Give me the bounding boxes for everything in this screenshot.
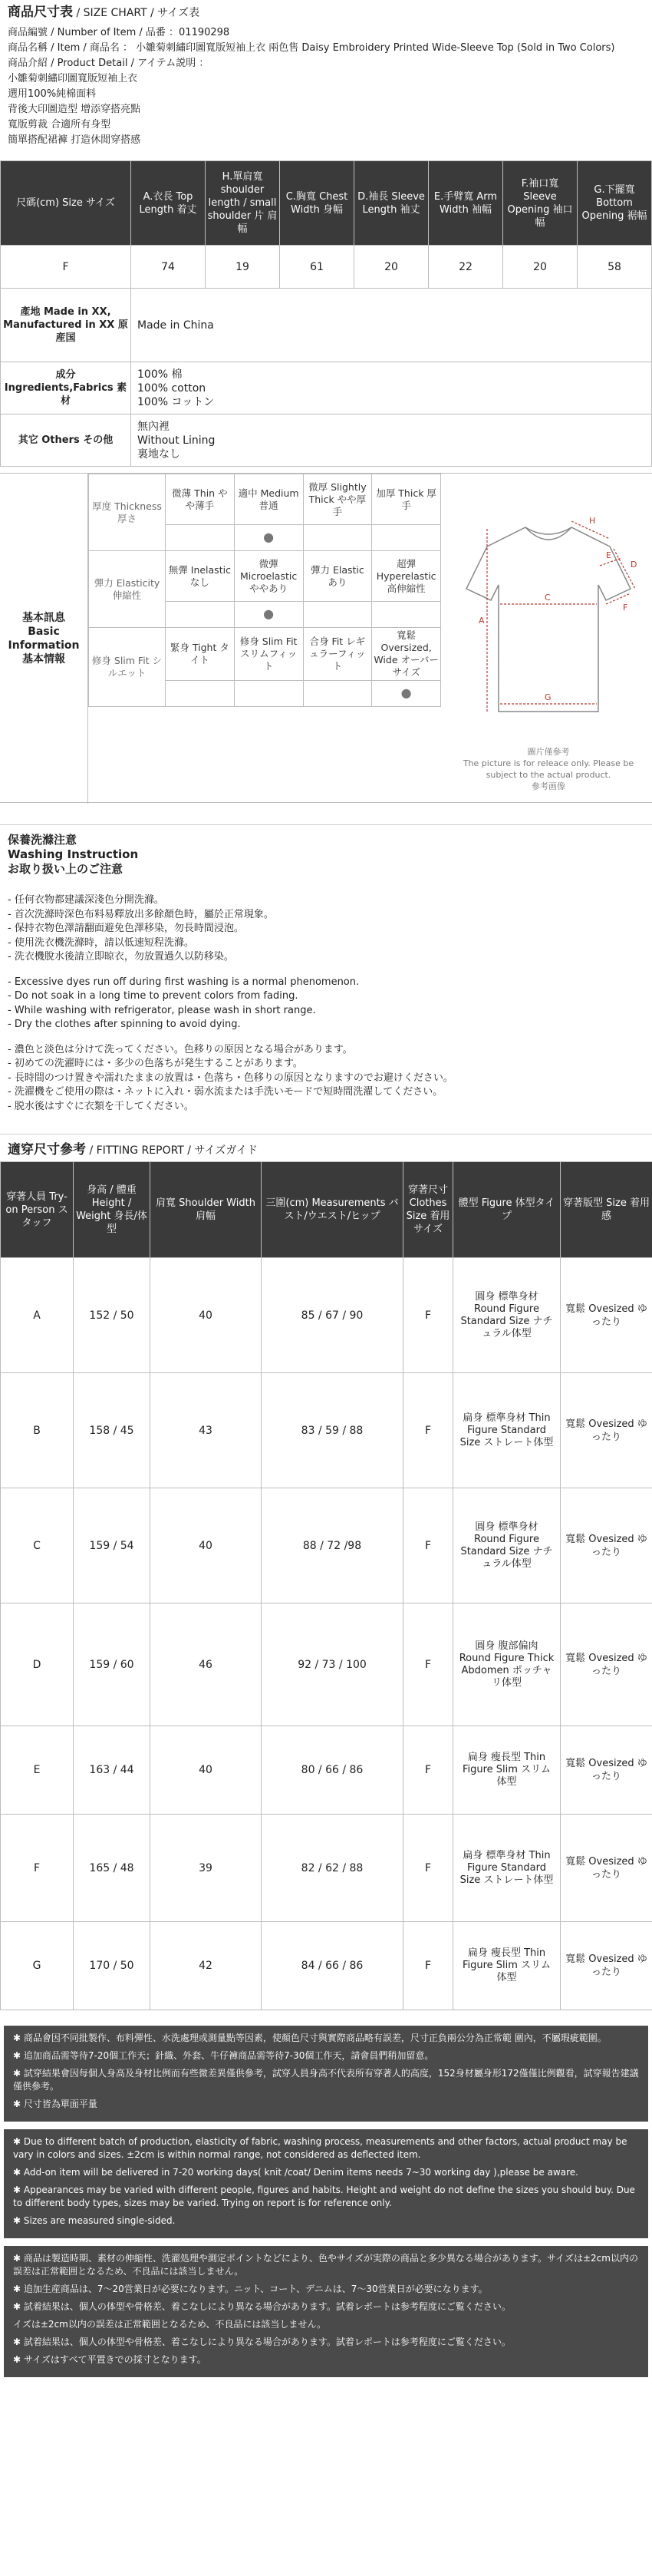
fitting-figure-cell: 扁身 瘦長型 Thin Figure Slim スリム体型 xyxy=(453,1922,561,2010)
fitting-figure-cell: 圓身 標準身材 Round Figure Standard Size ナチュラル体型 xyxy=(453,1488,561,1603)
product-detail-line: 選用100%純棉面料 xyxy=(8,88,97,100)
fitting-figure-cell: 圓身 腹部偏肉 Round Figure Thick Abdomen ポッチャリ体型 xyxy=(453,1603,561,1726)
thickness-option: 微薄 Thin やや薄手 xyxy=(166,474,235,525)
fitting-row xyxy=(1,1373,652,1488)
fitting-fit-cell: 寬鬆 Ovesized ゆったり xyxy=(561,1922,652,2010)
washing-line: - Do not soak in a long time to prevent colors from fading. xyxy=(8,990,298,1002)
size-cell: 61 xyxy=(280,246,354,289)
note-line: ✱ 追加生産商品は、7～20営業日が必要になります。ニット、コート、デニムは、7～30営業日が必要になります。 xyxy=(13,2284,488,2294)
header-shoulder-width: 肩寬 Shoulder Width 肩幅 xyxy=(150,1162,262,1258)
diagram-letter-d: D xyxy=(631,560,637,570)
material-label: 其它 Others その他 xyxy=(1,414,131,467)
mark-cell xyxy=(303,602,372,628)
size-cell: 20 xyxy=(354,246,429,289)
fitting-cell: F xyxy=(403,1726,453,1815)
fitting-cell: 84 / 66 / 86 xyxy=(262,1922,403,2010)
fitting-row xyxy=(1,1815,652,1922)
fitting-fit-cell: 寬鬆 Ovesized ゆったり xyxy=(561,1258,652,1373)
washing-line: - 濃色と淡色は分けて洗ってください。色移りの原因となる場合があります。 xyxy=(8,1043,353,1055)
fitting-cell: D xyxy=(1,1603,74,1726)
fitting-cell: 85 / 67 / 90 xyxy=(262,1258,403,1373)
elasticity-option: 無彈 Inelastic なし xyxy=(166,551,235,602)
fitting-row xyxy=(1,1488,652,1603)
fitting-cell: 43 xyxy=(150,1373,262,1488)
product-detail-line: 小雛菊刺繡印圖寬版短袖上衣 xyxy=(8,73,138,84)
fitting-cell: 163 / 44 xyxy=(74,1726,150,1815)
thickness-row xyxy=(89,474,441,525)
thickness-option: 微厚 Slightly Thick やや厚手 xyxy=(303,474,372,525)
washing-instruction xyxy=(0,824,652,1129)
washing-en xyxy=(8,976,644,1032)
fit-key: 修身 Slim Fit シルエット xyxy=(89,628,166,707)
fitting-cell: 80 / 66 / 86 xyxy=(262,1726,403,1815)
fitting-cell: F xyxy=(1,1815,74,1922)
product-detail-label: 商品介紹 / Product Detail / アイテム説明 ： xyxy=(8,58,209,69)
washing-line: - While washing with refrigerator, please wash in short range. xyxy=(8,1004,316,1016)
basic-info-label-zh: 基本訊息 xyxy=(22,612,65,624)
diagram-note-en: The picture is for releace only. Please be subject to the actual product. xyxy=(463,758,634,780)
fitting-table xyxy=(0,1161,652,2010)
fitting-cell: 159 / 54 xyxy=(74,1488,150,1603)
material-value: 100% 棉 100% cotton 100% コットン xyxy=(131,362,652,414)
fitting-fit-cell: 寬鬆 Ovesized ゆったり xyxy=(561,1603,652,1726)
fitting-cell: A xyxy=(1,1258,74,1373)
fitting-cell: 170 / 50 xyxy=(74,1922,150,2010)
size-chart-title-main: 商品尺寸表 xyxy=(8,5,73,20)
mark-cell-selected xyxy=(234,525,303,551)
fitting-cell: F xyxy=(403,1922,453,2010)
basic-info-label xyxy=(0,474,88,804)
size-cell: 22 xyxy=(429,246,503,289)
fitting-figure-cell: 扁身 標準身材 Thin Figure Standard Size ストレート体型 xyxy=(453,1373,561,1488)
fit-row xyxy=(89,628,441,681)
fitting-cell: 165 / 48 xyxy=(74,1815,150,1922)
size-chart-header-row xyxy=(1,161,652,246)
fitting-cell: 40 xyxy=(150,1726,262,1815)
fitting-row xyxy=(1,1726,652,1815)
header-person: 穿著人員 Try-on Person スタッフ xyxy=(1,1162,74,1258)
fitting-cell: 82 / 62 / 88 xyxy=(262,1815,403,1922)
note-line: ✱ Add-on item will be delivered in 7-20 working days( knit /coat/ Denim items needs 7~30 working day ),please be aware. xyxy=(13,2167,578,2178)
notes-zh xyxy=(4,2026,648,2122)
header-size: 尺碼(cm) Size サイズ xyxy=(1,161,131,246)
diagram-letter-g: G xyxy=(545,692,552,702)
washing-line: - 初めての洗濯時には・多少の色落ちが発生することがあります。 xyxy=(8,1058,303,1069)
fit-option: 合身 Fit レギュラーフィット xyxy=(303,628,372,681)
basic-info-label-en: Basic Information xyxy=(8,626,80,652)
fitting-cell: E xyxy=(1,1726,74,1815)
diagram-note-zh: 圖片僅參考 xyxy=(527,747,570,757)
product-detail-line: 簡單搭配裙褲 打造休閒穿搭感 xyxy=(8,134,141,146)
elasticity-key: 彈力 Elasticity 伸縮性 xyxy=(89,551,166,628)
product-number: 商品編號 / Number of Item / 品番 ：01190298 xyxy=(8,27,230,38)
product-name: 商品名稱 / Item / 商品名 ： 小雛菊刺繡印圖寬版短袖上衣 兩色售 Daisy Embroidery Printed Wide-Sleeve Top (Sold in Two Colors) xyxy=(8,42,615,54)
fitting-header-row xyxy=(1,1162,652,1258)
fitting-cell: 88 / 72 /98 xyxy=(262,1488,403,1603)
fitting-row xyxy=(1,1922,652,2010)
material-row-fabric xyxy=(1,362,652,414)
mark-cell xyxy=(303,525,372,551)
header-height-weight: 身高 / 體重 Height / Weight 身長/体型 xyxy=(74,1162,150,1258)
note-line: ✱ 商品は製造時期、素材の伸縮性、洗濯処理や測定ポイントなどにより、色やサイズが実際の商品と多少異なる場合があります。サイズは±2cm以内の誤差は正常範囲となるため、不良品には該当しません。 xyxy=(13,2253,638,2277)
fitting-cell: 92 / 73 / 100 xyxy=(262,1603,403,1726)
mark-cell xyxy=(234,681,303,707)
thickness-option: 加厚 Thick 厚手 xyxy=(372,474,441,525)
note-line: ✱ 試着結果は、個人の体型や骨格差、着こなしにより異なる場合があります。試着レポートは参考程度にご覧ください。 xyxy=(13,2337,511,2347)
diagram-letter-c: C xyxy=(545,593,551,603)
elasticity-option: 彈力 Elastic あり xyxy=(303,551,372,602)
header-top-length: A.衣長 Top Length 着丈 xyxy=(131,161,206,246)
fitting-cell: F xyxy=(403,1815,453,1922)
material-row-others xyxy=(1,414,652,467)
fitting-title-main: 適穿尺寸參考 xyxy=(8,1142,86,1158)
mark-cell xyxy=(166,602,235,628)
fitting-figure-cell: 扁身 標準身材 Thin Figure Standard Size ストレート体型 xyxy=(453,1815,561,1922)
fitting-cell: F xyxy=(403,1603,453,1726)
material-value: Made in China xyxy=(131,289,652,362)
fitting-cell: 40 xyxy=(150,1258,262,1373)
note-line: イズは±2cm以内の誤差は正常範囲となるため、不良品には該当しません。 xyxy=(13,2319,327,2330)
washing-title-en: Washing Instruction xyxy=(8,847,139,861)
material-label: 產地 Made in XX, Manufactured in XX 原産国 xyxy=(1,289,131,362)
washing-line: - 任何衣物都建議深淺色分開洗滌。 xyxy=(8,894,164,906)
header-chest: C.胸寬 Chest Width 身幅 xyxy=(280,161,354,246)
fitting-cell: F xyxy=(403,1488,453,1603)
mark-cell-selected xyxy=(372,681,441,707)
fitting-cell: 159 / 60 xyxy=(74,1603,150,1726)
header-arm-width: E.手臂寬 Arm Width 袖幅 xyxy=(429,161,503,246)
fitting-title-sub: / FITTING REPORT / サイズガイド xyxy=(86,1144,258,1157)
fitting-cell: 40 xyxy=(150,1488,262,1603)
fitting-cell: 83 / 59 / 88 xyxy=(262,1373,403,1488)
fitting-cell: 46 xyxy=(150,1603,262,1726)
fitting-cell: 42 xyxy=(150,1922,262,2010)
notes-jp xyxy=(4,2246,648,2377)
header-measurements: 三圍(cm) Measurements バスト/ウエスト/ヒップ xyxy=(262,1162,403,1258)
fitting-fit-cell: 寬鬆 Ovesized ゆったり xyxy=(561,1726,652,1815)
selected-dot-icon: ● xyxy=(263,530,275,544)
selected-dot-icon: ● xyxy=(400,685,412,700)
note-line: ✱ Sizes are measured single-sided. xyxy=(13,2215,176,2226)
header-sleeve-opening: F.袖口寬 Sleeve Opening 袖口幅 xyxy=(503,161,578,246)
size-cell: F xyxy=(1,246,131,289)
washing-line: - Dry the clothes after spinning to avoid dying. xyxy=(8,1019,241,1030)
note-line: ✱ 尺寸皆為單面平量 xyxy=(13,2099,97,2109)
basic-info-label-jp: 基本情報 xyxy=(22,653,65,665)
diagram-letter-e: E xyxy=(606,550,611,560)
diagram-note-jp: 參考画像 xyxy=(532,781,565,791)
fitting-fit-cell: 寬鬆 Ovesized ゆったり xyxy=(561,1373,652,1488)
diagram-letter-h: H xyxy=(589,516,596,526)
elasticity-option: 超彈 Hyperelastic 高伸縮性 xyxy=(372,551,441,602)
diagram-letter-f: F xyxy=(623,603,628,613)
mark-cell xyxy=(303,681,372,707)
mark-cell xyxy=(372,525,441,551)
fitting-cell: G xyxy=(1,1922,74,2010)
fitting-cell: 152 / 50 xyxy=(74,1258,150,1373)
mark-cell xyxy=(166,525,235,551)
fitting-fit-cell: 寬鬆 Ovesized ゆったり xyxy=(561,1488,652,1603)
elasticity-row xyxy=(89,551,441,602)
fit-option: 緊身 Tight タイト xyxy=(166,628,235,681)
notes-en xyxy=(4,2129,648,2238)
header-figure: 體型 Figure 体型タイプ xyxy=(453,1162,561,1258)
mark-cell xyxy=(372,602,441,628)
note-line: ✱ サイズはすべて平置きでの採寸となります。 xyxy=(13,2354,206,2365)
note-line: ✱ Appearances may be varied with different people, figures and habits. Height and weight do not define the sizes you should buy. Due to different body types, sizes may be varied. Trying on report is for reference only. xyxy=(13,2185,635,2208)
fitting-cell: F xyxy=(403,1258,453,1373)
size-row-f xyxy=(1,246,652,289)
note-line: ✱ 試着結果は、個人の体型や骨格差、着こなしにより異なる場合があります。試着レポートは参考程度にご覧ください。 xyxy=(13,2301,511,2312)
size-cell: 20 xyxy=(503,246,578,289)
header-fit: 穿著版型 Size 着用感 xyxy=(561,1162,652,1258)
fitting-figure-cell: 扁身 瘦長型 Thin Figure Slim スリム体型 xyxy=(453,1726,561,1815)
basic-info-section xyxy=(0,473,652,803)
size-chart-table xyxy=(0,160,652,467)
diagram-note xyxy=(453,746,644,792)
fitting-title xyxy=(0,1134,652,1161)
header-bottom-opening: G.下擺寬 Bottom Opening 裾幅 xyxy=(578,161,652,246)
washing-jp xyxy=(8,1043,644,1115)
washing-line: - 洗衣機脫水後請立即晾衣，勿放置過久以防移染。 xyxy=(8,951,234,963)
header-shoulder: H.單肩寬 shoulder length / small shoulder 片 肩幅 xyxy=(206,161,280,246)
material-value: 無內裡 Without Lining 裏地なし xyxy=(131,414,652,467)
washing-line: - 洗濯機をご使用の際は・ネットに入れ・弱水流または手洗いモードで短時間洗濯してください。 xyxy=(8,1086,443,1098)
fit-option: 修身 Slim Fit スリムフィット xyxy=(234,628,303,681)
washing-title-jp: お取り扱い上のご注意 xyxy=(8,862,123,876)
washing-title-zh: 保養洗滌注意 xyxy=(8,833,77,847)
thickness-key: 厚度 Thickness 厚さ xyxy=(89,474,166,551)
size-chart-title-sub: / SIZE CHART / サイズ表 xyxy=(73,7,200,19)
fitting-cell: 158 / 45 xyxy=(74,1373,150,1488)
product-detail-line: 背後大印圖造型 增添穿搭亮點 xyxy=(8,104,141,115)
fitting-row xyxy=(1,1258,652,1373)
washing-line: - 首次洗滌時深色布料易釋放出多餘顏色時，屬於正常現象。 xyxy=(8,908,274,920)
note-line: ✱ 試穿結果會因每個人身高及身材比例而有些微差異僅供參考，試穿人員身高不代表所有穿著人的高度，152身材屬身形172僅僅比例觀看，試穿報告建議僅供參考。 xyxy=(13,2068,639,2092)
selected-dot-icon: ● xyxy=(263,606,275,621)
product-info xyxy=(0,24,652,150)
washing-zh xyxy=(8,893,644,965)
material-label: 成分 Ingredients,Fabrics 素材 xyxy=(1,362,131,414)
thickness-option: 適中 Medium 普通 xyxy=(234,474,303,525)
note-line: ✱ 追加商品需等待7-20個工作天；針織、外套、牛仔褲商品需等待7-30個工作天，請會員們稍加留意。 xyxy=(13,2050,434,2061)
header-sleeve-length: D.袖長 Sleeve Length 袖丈 xyxy=(354,161,429,246)
mark-cell-selected xyxy=(234,602,303,628)
mark-cell xyxy=(166,681,235,707)
elasticity-option: 微彈 Microelastic ややあり xyxy=(234,551,303,602)
washing-line: - 使用洗衣機洗滌時，請以低速短程洗滌。 xyxy=(8,936,194,949)
diagram-letter-a: A xyxy=(479,616,485,626)
size-chart-title xyxy=(0,0,652,24)
size-cell: 74 xyxy=(131,246,206,289)
washing-line: - 長時間のつけ置きや濡れたままの放置は・色落ち・色移りの原因となりますのでお避けください。 xyxy=(8,1072,453,1084)
note-line: ✱ Due to different batch of production, elasticity of fabric, washing process, measurements and other factors, actual product may be vary in colors and sizes. ±2cm is within normal range, not considered as deflected item. xyxy=(13,2136,627,2160)
size-cell: 58 xyxy=(578,246,652,289)
fitting-cell: F xyxy=(403,1373,453,1488)
material-row-origin xyxy=(1,289,652,362)
fitting-figure-cell: 圓身 標準身材 Round Figure Standard Size ナチュラル体型 xyxy=(453,1258,561,1373)
product-detail-line: 寬版剪裁 合適所有身型 xyxy=(8,119,111,130)
washing-line: - Excessive dyes run off during first washing is a normal phenomenon. xyxy=(8,976,360,988)
fit-option: 寬鬆 Oversized, Wide オーバーサイズ xyxy=(372,628,441,681)
note-line: ✱ 商品會因不同批製作、布料彈性、水洗處理或測量點等因素，使顏色尺寸與實際商品略有誤差，尺寸正負兩公分為正常範 圍內，不屬瑕疵範圍。 xyxy=(13,2033,607,2043)
fitting-fit-cell: 寬鬆 Ovesized ゆったり xyxy=(561,1815,652,1922)
size-cell: 19 xyxy=(206,246,280,289)
basic-info-table xyxy=(88,474,441,707)
fitting-cell: 39 xyxy=(150,1815,262,1922)
fitting-cell: C xyxy=(1,1488,74,1603)
header-clothes-size: 穿著尺寸 Clothes Size 着用サイズ xyxy=(403,1162,453,1258)
fitting-cell: B xyxy=(1,1373,74,1488)
fitting-row xyxy=(1,1603,652,1726)
washing-title xyxy=(8,833,644,877)
washing-line: - 保持衣物色澤請翻面避免色澤移染，勿長時間浸泡。 xyxy=(8,923,244,934)
washing-line: - 脱水後はすぐに衣類を干してください。 xyxy=(8,1100,194,1112)
